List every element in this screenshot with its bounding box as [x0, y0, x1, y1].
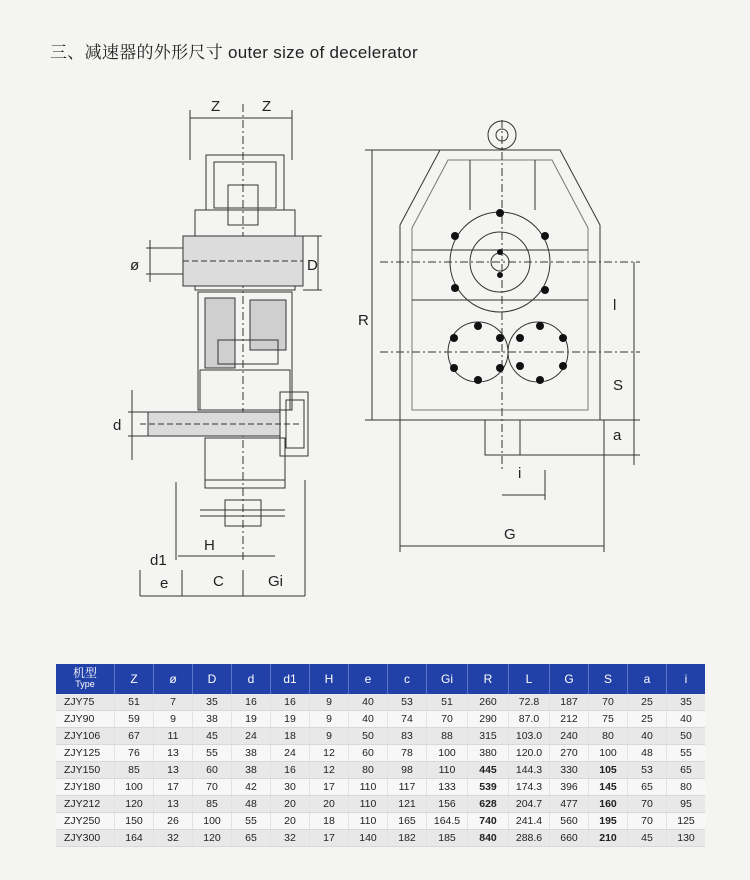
table-header-cell — [115, 664, 154, 694]
table-cell: 24 — [271, 745, 310, 762]
label-C: C — [213, 573, 224, 590]
table-cell: 19 — [232, 711, 271, 728]
table-cell: 174.3 — [509, 779, 550, 796]
table-cell: 18 — [310, 813, 349, 830]
table-cell: 30 — [271, 779, 310, 796]
table-cell: 241.4 — [509, 813, 550, 830]
table-cell: 70 — [589, 694, 628, 711]
table-row — [56, 813, 705, 830]
table-cell: 740 — [468, 813, 509, 830]
table-cell: 74 — [388, 711, 427, 728]
table-cell: ZJY125 — [56, 745, 115, 762]
table-cell: 20 — [310, 796, 349, 813]
table-cell: 120 — [115, 796, 154, 813]
table-cell: 210 — [589, 830, 628, 847]
table-cell: 55 — [667, 745, 706, 762]
table-row — [56, 711, 705, 728]
header-label: a — [643, 671, 651, 686]
table-cell: 9 — [310, 728, 349, 745]
table-cell: 125 — [667, 813, 706, 830]
table-cell: 160 — [589, 796, 628, 813]
table-cell: 85 — [115, 762, 154, 779]
table-cell: 35 — [193, 694, 232, 711]
table-row — [56, 796, 705, 813]
header-label: e — [364, 671, 372, 686]
table-row — [56, 745, 705, 762]
header-label: d1 — [283, 671, 297, 686]
label-S: S — [613, 377, 624, 394]
table-cell: 87.0 — [509, 711, 550, 728]
label-d: d — [113, 417, 122, 434]
table-cell: 35 — [667, 694, 706, 711]
table-header-cell — [589, 664, 628, 694]
header-label: ø — [169, 671, 177, 686]
table-cell: 204.7 — [509, 796, 550, 813]
table-cell: 40 — [628, 728, 667, 745]
table-cell: 70 — [427, 711, 468, 728]
header-label: R — [483, 671, 493, 686]
table-cell: 32 — [271, 830, 310, 847]
table-cell: 315 — [468, 728, 509, 745]
label-i: i — [518, 465, 522, 482]
table-cell: 120 — [193, 830, 232, 847]
table-cell: ZJY106 — [56, 728, 115, 745]
table-cell: 19 — [271, 711, 310, 728]
header-sublabel: Type — [75, 679, 95, 689]
table-cell: 80 — [349, 762, 388, 779]
table-cell: 212 — [550, 711, 589, 728]
table-cell: 396 — [550, 779, 589, 796]
label-Gi: Gi — [268, 573, 283, 590]
table-cell: 165 — [388, 813, 427, 830]
page-title: 三、减速器的外形尺寸 outer size of decelerator — [50, 43, 418, 62]
table-cell: 48 — [232, 796, 271, 813]
table-header-cell — [667, 664, 706, 694]
table-header-cell — [550, 664, 589, 694]
table-cell: 100 — [589, 745, 628, 762]
label-G: G — [504, 526, 516, 543]
table-cell: 145 — [589, 779, 628, 796]
table-cell: 25 — [628, 711, 667, 728]
table-cell: 7 — [154, 694, 193, 711]
table-cell: 45 — [628, 830, 667, 847]
table-cell: 164 — [115, 830, 154, 847]
table-cell: 133 — [427, 779, 468, 796]
table-cell: ZJY212 — [56, 796, 115, 813]
dimension-table-wrap — [56, 664, 695, 847]
table-cell: 60 — [193, 762, 232, 779]
table-cell: 100 — [193, 813, 232, 830]
table-cell: 17 — [310, 830, 349, 847]
table-cell: ZJY300 — [56, 830, 115, 847]
table-cell: 60 — [349, 745, 388, 762]
table-cell: 67 — [115, 728, 154, 745]
table-cell: ZJY75 — [56, 694, 115, 711]
table-cell: 16 — [232, 694, 271, 711]
table-cell: 13 — [154, 762, 193, 779]
table-cell: 53 — [388, 694, 427, 711]
header-label: H — [324, 671, 334, 686]
table-cell: 98 — [388, 762, 427, 779]
table-cell: 24 — [232, 728, 271, 745]
table-cell: 100 — [427, 745, 468, 762]
table-cell: 270 — [550, 745, 589, 762]
table-cell: ZJY180 — [56, 779, 115, 796]
table-cell: 117 — [388, 779, 427, 796]
table-cell: 32 — [154, 830, 193, 847]
label-z-right: Z — [262, 98, 272, 115]
table-cell: 59 — [115, 711, 154, 728]
table-row — [56, 728, 705, 745]
table-cell: 9 — [310, 711, 349, 728]
table-header-row — [56, 664, 705, 694]
table-header-cell — [349, 664, 388, 694]
table-cell: 13 — [154, 796, 193, 813]
table-cell: 40 — [667, 711, 706, 728]
table-cell: 11 — [154, 728, 193, 745]
table-header-cell — [271, 664, 310, 694]
table-cell: 48 — [628, 745, 667, 762]
label-d1: d1 — [150, 552, 167, 569]
table-cell: 83 — [388, 728, 427, 745]
table-cell: 9 — [310, 694, 349, 711]
table-cell: 105 — [589, 762, 628, 779]
table-cell: 65 — [628, 779, 667, 796]
table-cell: 182 — [388, 830, 427, 847]
label-phi: ø — [130, 257, 140, 274]
table-cell: 51 — [115, 694, 154, 711]
table-header-cell — [628, 664, 667, 694]
header-label: d — [247, 671, 255, 686]
table-cell: 85 — [193, 796, 232, 813]
table-cell: 9 — [154, 711, 193, 728]
table-cell: 17 — [154, 779, 193, 796]
table-cell: 150 — [115, 813, 154, 830]
header-label: Gi — [441, 671, 453, 686]
table-row — [56, 779, 705, 796]
table-cell: 26 — [154, 813, 193, 830]
table-cell: 130 — [667, 830, 706, 847]
table-cell: 110 — [349, 779, 388, 796]
table-cell: 38 — [232, 745, 271, 762]
side-view — [128, 104, 322, 596]
header-label: L — [525, 671, 533, 686]
table-cell: 380 — [468, 745, 509, 762]
table-cell: 40 — [349, 694, 388, 711]
table-cell: 240 — [550, 728, 589, 745]
table-cell: 120.0 — [509, 745, 550, 762]
table-cell: 70 — [628, 796, 667, 813]
table-cell: ZJY90 — [56, 711, 115, 728]
table-cell: 560 — [550, 813, 589, 830]
table-cell: 260 — [468, 694, 509, 711]
table-row — [56, 830, 705, 847]
table-cell: 539 — [468, 779, 509, 796]
table-cell: 628 — [468, 796, 509, 813]
table-row — [56, 694, 705, 711]
header-label: G — [564, 671, 574, 686]
table-cell: 55 — [193, 745, 232, 762]
table-cell: 840 — [468, 830, 509, 847]
table-header-cell — [468, 664, 509, 694]
table-cell: 110 — [349, 796, 388, 813]
label-e: e — [160, 575, 169, 592]
table-cell: 20 — [271, 796, 310, 813]
table-header-cell — [56, 664, 115, 694]
table-cell: 103.0 — [509, 728, 550, 745]
table-cell: 100 — [115, 779, 154, 796]
table-cell: 65 — [667, 762, 706, 779]
label-R: R — [358, 312, 369, 329]
label-D: D — [307, 257, 318, 274]
table-cell: 16 — [271, 694, 310, 711]
table-cell: 156 — [427, 796, 468, 813]
table-header-cell — [232, 664, 271, 694]
table-cell: 38 — [193, 711, 232, 728]
table-cell: 290 — [468, 711, 509, 728]
label-z-left: Z — [211, 98, 221, 115]
table-cell: 80 — [589, 728, 628, 745]
table-cell: 55 — [232, 813, 271, 830]
label-a: a — [613, 427, 622, 444]
table-cell: 185 — [427, 830, 468, 847]
table-cell: 42 — [232, 779, 271, 796]
table-cell: 20 — [271, 813, 310, 830]
table-cell: 144.3 — [509, 762, 550, 779]
table-cell: 110 — [349, 813, 388, 830]
table-cell: 38 — [232, 762, 271, 779]
table-cell: 660 — [550, 830, 589, 847]
header-label: c — [404, 671, 410, 686]
label-l: l — [613, 297, 617, 314]
table-cell: 65 — [232, 830, 271, 847]
label-H: H — [204, 537, 215, 554]
table-cell: 80 — [667, 779, 706, 796]
table-cell: 13 — [154, 745, 193, 762]
table-header-cell — [388, 664, 427, 694]
table-cell: 78 — [388, 745, 427, 762]
table-cell: 12 — [310, 762, 349, 779]
table-cell: 50 — [349, 728, 388, 745]
header-label: S — [603, 671, 612, 686]
table-cell: 88 — [427, 728, 468, 745]
table-cell: 75 — [589, 711, 628, 728]
table-cell: 187 — [550, 694, 589, 711]
table-cell: 12 — [310, 745, 349, 762]
table-cell: 288.6 — [509, 830, 550, 847]
header-label: 机型 — [72, 666, 97, 680]
dimension-table — [56, 664, 705, 847]
table-cell: 18 — [271, 728, 310, 745]
table-cell: 45 — [193, 728, 232, 745]
table-cell: 121 — [388, 796, 427, 813]
table-cell: 70 — [628, 813, 667, 830]
table-cell: 25 — [628, 694, 667, 711]
table-cell: 140 — [349, 830, 388, 847]
header-label: i — [684, 671, 688, 686]
table-cell: 53 — [628, 762, 667, 779]
table-cell: 76 — [115, 745, 154, 762]
table-header-cell — [154, 664, 193, 694]
dimension-labels — [113, 98, 623, 592]
table-cell: 70 — [193, 779, 232, 796]
table-cell: 477 — [550, 796, 589, 813]
table-cell: 330 — [550, 762, 589, 779]
table-cell: 40 — [349, 711, 388, 728]
table-body — [56, 694, 705, 847]
table-cell: 95 — [667, 796, 706, 813]
table-cell: 72.8 — [509, 694, 550, 711]
table-cell: 16 — [271, 762, 310, 779]
table-cell: ZJY250 — [56, 813, 115, 830]
table-header-cell — [310, 664, 349, 694]
table-cell: 445 — [468, 762, 509, 779]
table-cell: 17 — [310, 779, 349, 796]
table-header-cell — [509, 664, 550, 694]
table-cell: 195 — [589, 813, 628, 830]
table-cell: 50 — [667, 728, 706, 745]
table-cell: 164.5 — [427, 813, 468, 830]
table-cell: 110 — [427, 762, 468, 779]
table-cell: ZJY150 — [56, 762, 115, 779]
header-label: Z — [130, 671, 138, 686]
header-label: D — [207, 671, 217, 686]
table-row — [56, 762, 705, 779]
table-cell: 51 — [427, 694, 468, 711]
table-header-cell — [193, 664, 232, 694]
table-header-cell — [427, 664, 468, 694]
